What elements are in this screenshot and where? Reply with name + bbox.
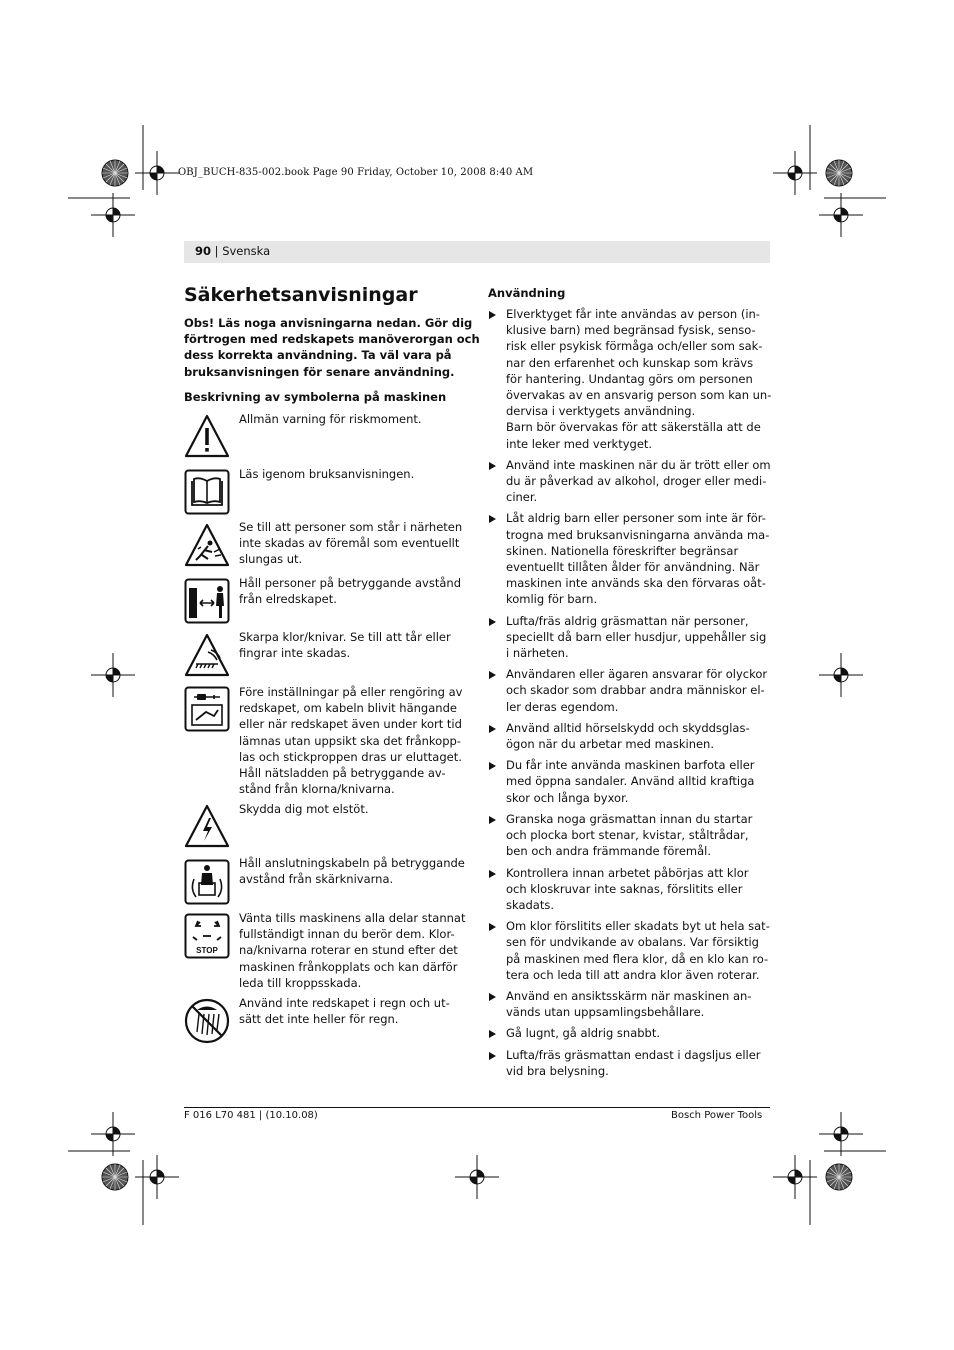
symbol-text-line: las och stickproppen dras ur eluttaget.	[239, 749, 462, 764]
list-item-line: Lufta/fräs aldrig gräsmattan när personer,	[506, 613, 749, 628]
bullet-arrow-icon	[489, 816, 496, 824]
list-item-line: Du får inte använda maskinen barfota eller	[506, 758, 755, 773]
list-item	[488, 613, 778, 662]
list-item-line: och skador som drabbar andra människor el-	[506, 683, 765, 698]
footer-brand: Bosch Power Tools	[671, 1110, 763, 1121]
symbol-text	[239, 629, 474, 661]
bullet-arrow-icon	[489, 725, 496, 733]
list-item-line: ciner.	[506, 490, 538, 505]
bullet-arrow-icon	[489, 462, 496, 470]
symbol-text	[239, 855, 474, 887]
list-item-line: ler deras egendom.	[506, 699, 619, 714]
symbol-text	[239, 411, 474, 427]
bullet-arrow-icon	[489, 311, 496, 319]
list-item-line: speciellt då barn eller husdjur, uppehåller sig	[506, 629, 767, 644]
symbol-text	[239, 995, 474, 1027]
list-item-line: dervisa i verktygets användning.	[506, 404, 696, 419]
list-item	[488, 720, 778, 752]
usage-heading: Användning	[488, 286, 566, 300]
list-item	[488, 757, 778, 806]
symbol-text-line: eller när redskapet även under kort tid	[239, 717, 462, 732]
list-item	[488, 918, 778, 983]
symbol-text	[239, 519, 474, 568]
list-item-line: Kontrollera innan arbetet påbörjas att klor	[506, 865, 749, 880]
symbol-text-line: Allmän varning för riskmoment.	[239, 412, 422, 426]
symbol-text-line: Skydda dig mot elstöt.	[239, 802, 369, 816]
symbol-text-line: leda till kroppsskada.	[239, 975, 362, 990]
list-item-line: i närheten.	[506, 646, 569, 661]
symbol-text-line: fingrar inte skadas.	[239, 646, 351, 661]
bullet-arrow-icon	[489, 1052, 496, 1060]
list-item-line: komlig för barn.	[506, 592, 598, 607]
list-item-line: och kloskruvar inte saknas, förslitits eller	[506, 881, 743, 896]
symbol-text-line: Använd inte redskapet i regn och ut-	[239, 996, 450, 1010]
list-item	[488, 1025, 778, 1041]
symbol-text-line: Skarpa klor/knivar. Se till att tår eller	[239, 630, 451, 644]
page-header-bar	[184, 241, 770, 263]
footer-document-code: F 016 L70 481 | (10.10.08)	[184, 1110, 318, 1121]
list-item	[488, 1047, 778, 1079]
symbol-text-line: sätt det inte heller för regn.	[239, 1012, 399, 1027]
symbol-text	[239, 910, 474, 991]
list-item-line: Om klor förslitits eller skadats byt ut hela sat-	[506, 919, 770, 934]
usage-list	[488, 306, 778, 1084]
list-item-line: övervakas av en ansvarig person som kan un-	[506, 388, 772, 403]
bullet-arrow-icon	[489, 671, 496, 679]
list-item-line: vänds utan uppsamlingsbehållare.	[506, 1005, 705, 1020]
intro-line: förtrogen med redskapets manöverorgan och	[184, 332, 480, 347]
cable-distance-icon	[184, 859, 230, 905]
list-item-line: Granska noga gräsmattan innan du startar	[506, 811, 753, 826]
symbol-text-line: slungas ut.	[239, 552, 303, 567]
list-item-line: skadats.	[506, 897, 554, 912]
list-item-line: trogna med bruksanvisningarna använda ma-	[506, 527, 770, 542]
bullet-arrow-icon	[489, 515, 496, 523]
list-item-line: du är påverkad av alkohol, droger eller medi-	[506, 474, 767, 489]
symbol-text-line: fullständigt innan du berör dem. Klor-	[239, 927, 455, 942]
symbol-text-line: lämnas utan uppsikt ska det frånkopp-	[239, 733, 461, 748]
read-manual-icon	[184, 469, 230, 515]
list-item-line: maskinen inte används ska den förvaras oåt-	[506, 576, 766, 591]
list-item	[488, 988, 778, 1020]
symbol-text-line: Före inställningar på eller rengöring av	[239, 685, 463, 699]
bullet-arrow-icon	[489, 762, 496, 770]
electric-shock-icon	[184, 803, 230, 849]
symbol-text-line: redskapet, om kabeln blivit hängande	[239, 701, 457, 716]
no-rain-icon	[184, 998, 230, 1044]
symbol-text-line: avstånd från skärknivarna.	[239, 872, 394, 887]
list-item	[488, 510, 778, 607]
list-item-line: skinen. Nationella föreskrifter begränsar	[506, 543, 739, 558]
symbol-text-line: Håll personer på betryggande avstånd	[239, 576, 461, 590]
list-item-line: Låt aldrig barn eller personer som inte är för-	[506, 511, 766, 526]
symbol-text-line: stånd från klorna/knivarna.	[239, 782, 395, 797]
symbol-text-line: från elredskapet.	[239, 592, 337, 607]
list-item-line: Gå lugnt, gå aldrig snabbt.	[506, 1026, 661, 1041]
symbol-text	[239, 575, 474, 607]
bullet-arrow-icon	[489, 618, 496, 626]
unplug-before-service-icon	[184, 686, 230, 732]
list-item-line: risk eller psykisk förmåga och/eller som sak-	[506, 339, 763, 354]
symbol-text	[239, 466, 474, 482]
list-item-line: Barn bör övervakas för att säkerställa att de	[506, 420, 761, 435]
list-item-line: ben och andra främmande föremål.	[506, 844, 712, 859]
bullet-arrow-icon	[489, 1030, 496, 1038]
list-item-line: Använd alltid hörselskydd och skyddsglas-	[506, 720, 750, 735]
symbol-text-line: Håll anslutningskabeln på betryggande	[239, 856, 465, 870]
symbols-heading: Beskrivning av symbolerna på maskinen	[184, 390, 447, 404]
list-item-line: sen för undvikande av obalans. Var försiktig	[506, 935, 759, 950]
list-item-line: på maskinen med flera klor, då en klo kan ro-	[506, 951, 769, 966]
list-item-line: nar den erfarenhet och kunskap som krävs	[506, 355, 754, 370]
symbol-text-line: Håll nätsladden på betryggande av-	[239, 766, 446, 781]
symbol-text-line: na/knivarna roterar en stund efter det	[239, 943, 458, 958]
symbol-text-line: Se till att personer som står i närheten	[239, 520, 463, 534]
symbol-text-line: inte skadas av föremål som eventuellt	[239, 536, 460, 551]
list-item-line: ögon när du arbetar med maskinen.	[506, 737, 715, 752]
symbol-text-line: Läs igenom bruksanvisningen.	[239, 467, 415, 481]
bullet-arrow-icon	[489, 993, 496, 1001]
list-item-line: för hantering. Undantag görs om personen	[506, 371, 753, 386]
page-header	[195, 244, 270, 258]
list-item-line: vid bra belysning.	[506, 1063, 609, 1078]
page-title: Säkerhetsanvisningar	[184, 284, 418, 306]
stop-label: STOP	[196, 946, 218, 955]
keep-distance-icon	[184, 578, 230, 624]
thrown-objects-icon	[184, 522, 230, 568]
warning-triangle-icon	[184, 413, 230, 459]
page-number: 90	[195, 244, 212, 258]
symbol-text-line: Vänta tills maskinens alla delar stannat	[239, 911, 466, 925]
list-item-line: klusive barn) med begränsad fysisk, senso-	[506, 323, 756, 338]
footer-divider	[184, 1107, 770, 1108]
intro-line: dess korrekta användning. Ta väl vara på	[184, 348, 452, 363]
list-item-line: Användaren eller ägaren ansvarar för olyckor	[506, 667, 768, 682]
list-item	[488, 865, 778, 914]
sharp-claws-icon	[184, 632, 230, 678]
intro-line: Obs! Läs noga anvisningarna nedan. Gör dig	[184, 316, 473, 330]
symbol-text	[239, 801, 474, 817]
bullet-arrow-icon	[489, 870, 496, 878]
stop-rotating-icon	[184, 913, 230, 959]
list-item	[488, 811, 778, 860]
header-language: Svenska	[222, 244, 271, 258]
list-item-line: Elverktyget får inte användas av person (in-	[506, 307, 760, 321]
symbol-text-line: maskinen frånkopplats och kan därför	[239, 959, 458, 974]
list-item	[488, 457, 778, 506]
list-item-line: Använd inte maskinen när du är trött eller om	[506, 457, 771, 472]
list-item-line: Använd en ansiktsskärm när maskinen an-	[506, 988, 752, 1003]
list-item-line: eventuellt tillåten ålder för användning. När	[506, 560, 760, 575]
intro-paragraph	[184, 315, 480, 380]
list-item-line: och plocka bort stenar, kvistar, ståltrådar,	[506, 828, 749, 843]
print-info: OBJ_BUCH-835-002.book Page 90 Friday, October 10, 2008 8:40 AM	[178, 167, 534, 178]
list-item	[488, 666, 778, 715]
list-item-line: Lufta/fräs gräsmattan endast i dagsljus eller	[506, 1047, 761, 1062]
list-item-line: skor och långa byxor.	[506, 790, 629, 805]
list-item	[488, 306, 778, 452]
bullet-arrow-icon	[489, 923, 496, 931]
intro-line: bruksanvisningen för senare användning.	[184, 364, 455, 379]
list-item-line: tera och leda till att andra klor även roterar.	[506, 967, 760, 982]
header-separator: |	[214, 244, 219, 258]
list-item-line: med öppna sandaler. Använd alltid kraftiga	[506, 774, 755, 789]
list-item-line: inte leker med verktyget.	[506, 436, 653, 451]
symbol-text	[239, 684, 474, 797]
